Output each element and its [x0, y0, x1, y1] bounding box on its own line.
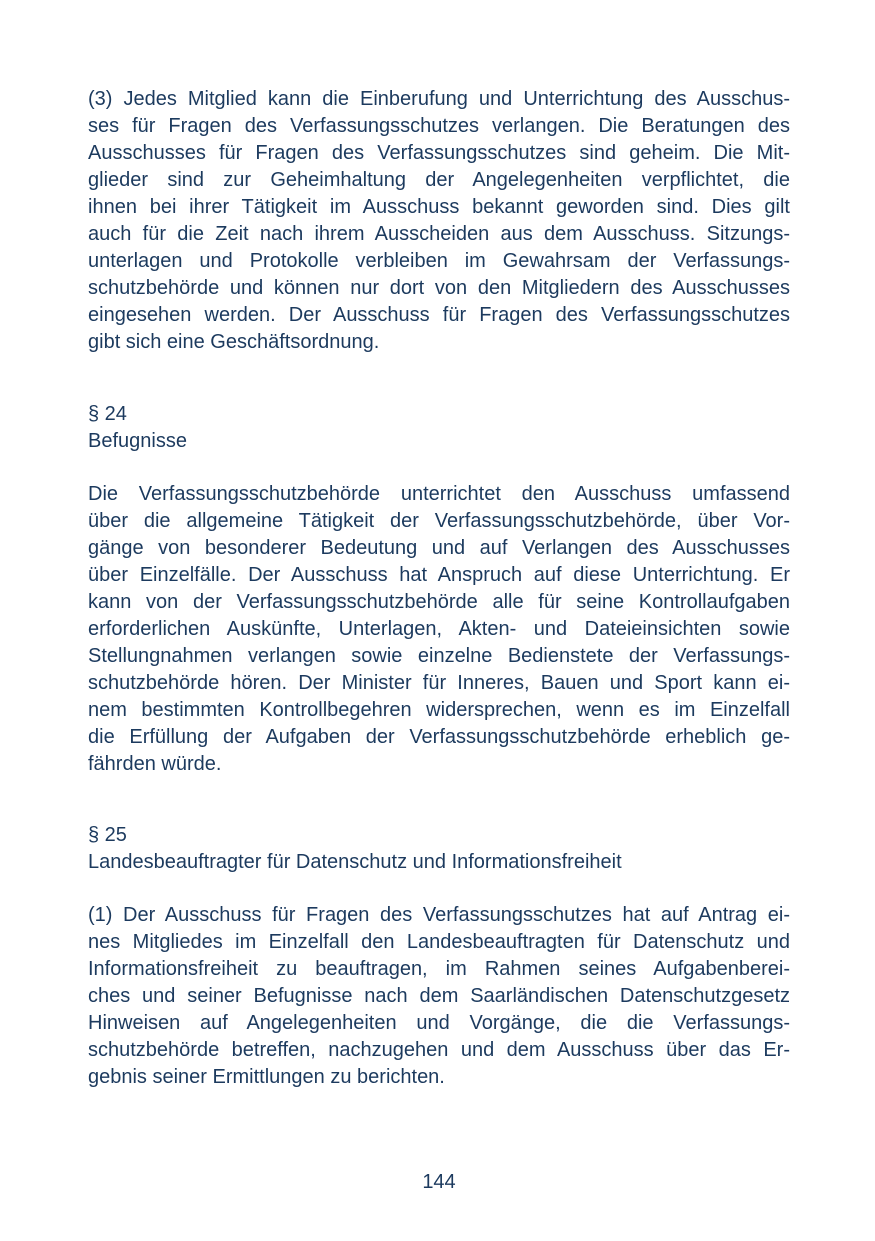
text-line: ses für Fragen des Verfassungsschutzes verlangen. Die Beratungen des [88, 115, 790, 137]
text-line: schutzbehörde betreffen, nachzugehen und dem Ausschuss über das Er- [88, 1039, 790, 1061]
text-line: eingesehen werden. Der Ausschuss für Fragen des Verfassungsschutzes [88, 304, 790, 326]
paragraph-3 [88, 86, 790, 356]
text-line: Ausschusses für Fragen des Verfassungsschutzes sind geheim. Die Mit- [88, 142, 790, 164]
text-line: unterlagen und Protokolle verbleiben im Gewahrsam der Verfassungs- [88, 250, 790, 272]
text-line: gebnis seiner Ermittlungen zu berichten. [88, 1066, 445, 1088]
text-line: gänge von besonderer Bedeutung und auf Verlangen des Ausschusses [88, 537, 790, 559]
text-line: gibt sich eine Geschäftsordnung. [88, 331, 380, 353]
section-25-number: § 25 [88, 824, 127, 846]
text-line: schutzbehörde hören. Der Minister für Inneres, Bauen und Sport kann ei- [88, 672, 790, 694]
text-line: über die allgemeine Tätigkeit der Verfassungsschutzbehörde, über Vor- [88, 510, 790, 532]
section-24-body [88, 481, 790, 778]
text-line: auch für die Zeit nach ihrem Ausscheiden aus dem Ausschuss. Sitzungs- [88, 223, 790, 245]
text-line: Stellungnahmen verlangen sowie einzelne Bedienstete der Verfassungs- [88, 645, 790, 667]
section-24-heading [88, 401, 790, 455]
section-24-title: Befugnisse [88, 430, 187, 452]
section-25-heading [88, 822, 790, 876]
text-line: ches und seiner Befugnisse nach dem Saarländischen Datenschutzgesetz [88, 985, 790, 1007]
text-line: Informationsfreiheit zu beauftragen, im Rahmen seines Aufgabenberei- [88, 958, 790, 980]
text-line: fährden würde. [88, 753, 222, 775]
text-line: ihnen bei ihrer Tätigkeit im Ausschuss bekannt geworden sind. Dies gilt [88, 196, 790, 218]
page-number: 144 [422, 1171, 456, 1193]
page-footer [88, 1169, 790, 1196]
section-24-number: § 24 [88, 403, 127, 425]
text-line: (1) Der Ausschuss für Fragen des Verfassungsschutzes hat auf Antrag ei- [88, 904, 790, 926]
text-line: (3) Jedes Mitglied kann die Einberufung und Unterrichtung des Ausschus- [88, 88, 790, 110]
text-line: erforderlichen Auskünfte, Unterlagen, Akten- und Dateieinsichten sowie [88, 618, 790, 640]
text-line: nes Mitgliedes im Einzelfall den Landesbeauftragten für Datenschutz und [88, 931, 790, 953]
section-25-paragraph-1 [88, 902, 790, 1091]
text-line: glieder sind zur Geheimhaltung der Angelegenheiten verpflichtet, die [88, 169, 790, 191]
text-line: kann von der Verfassungsschutzbehörde alle für seine Kontrollaufgaben [88, 591, 790, 613]
text-line: über Einzelfälle. Der Ausschuss hat Anspruch auf diese Unterrichtung. Er [88, 564, 790, 586]
section-25-title: Landesbeauftragter für Datenschutz und Informationsfreiheit [88, 851, 622, 873]
text-line: Hinweisen auf Angelegenheiten und Vorgänge, die die Verfassungs- [88, 1012, 790, 1034]
text-line: nem bestimmten Kontrollbegehren widersprechen, wenn es im Einzelfall [88, 699, 790, 721]
text-line: schutzbehörde und können nur dort von den Mitgliedern des Ausschusses [88, 277, 790, 299]
text-line: die Erfüllung der Aufgaben der Verfassungsschutzbehörde erheblich ge- [88, 726, 790, 748]
text-line: Die Verfassungsschutzbehörde unterrichtet den Ausschuss umfassend [88, 483, 790, 505]
